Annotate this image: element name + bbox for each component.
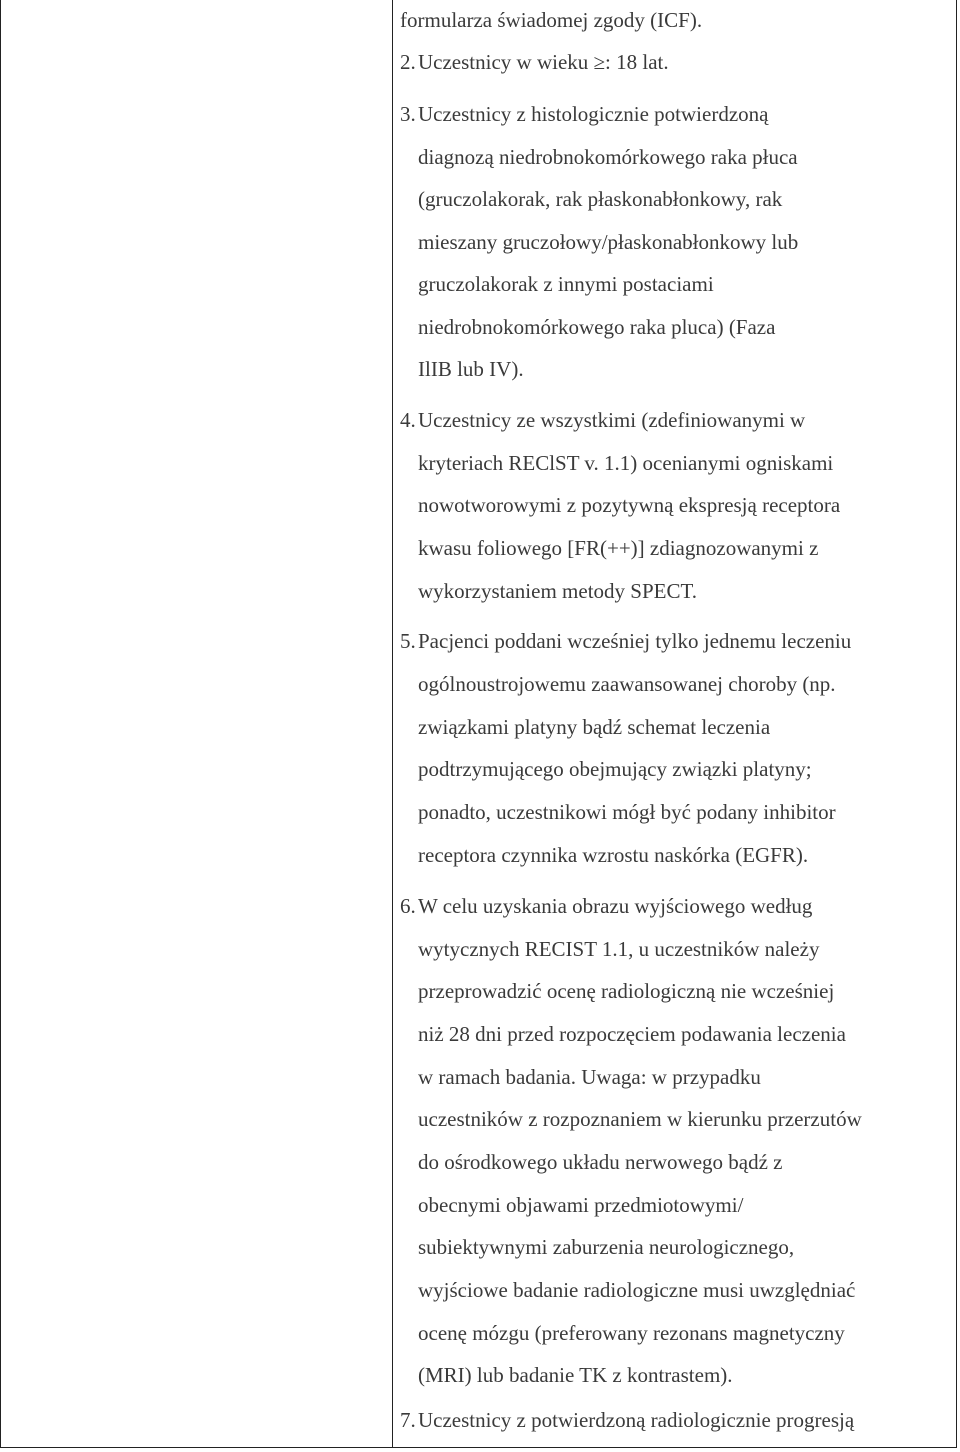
- item-number: 4.: [400, 408, 416, 432]
- item-line: gruczolakorak z innymi postaciami: [418, 272, 714, 296]
- item-line: związkami platyny bądź schemat leczenia: [418, 715, 771, 739]
- item-line: diagnozą niedrobnokomórkowego raka płuca: [418, 145, 798, 169]
- item-line: mieszany gruczołowy/płaskonabłonkowy lub: [418, 230, 799, 254]
- item-line: subiektywnymi zaburzenia neurologicznego,: [418, 1235, 795, 1259]
- item-line: ogólnoustrojowemu zaawansowanej choroby (np.: [418, 672, 836, 696]
- item-line: wykorzystaniem metody SPECT.: [418, 579, 697, 603]
- item-line: Pacjenci poddani wcześniej tylko jednemu leczeniu: [418, 629, 852, 653]
- item-line: przeprowadzić ocenę radiologiczną nie wcześniej: [418, 979, 835, 1003]
- item-number: 3.: [400, 102, 416, 126]
- item-line: Uczestnicy z potwierdzoną radiologicznie progresją: [418, 1408, 855, 1432]
- item-line: podtrzymującego obejmujący związki platyny;: [418, 757, 812, 781]
- item-line: (gruczolakorak, rak płaskonabłonkowy, rak: [418, 187, 783, 211]
- item-line: do ośrodkowego układu nerwowego bądź z: [418, 1150, 783, 1174]
- column-divider: [392, 0, 393, 1448]
- item-line: IlIB lub IV).: [418, 357, 524, 381]
- item-number: 5.: [400, 629, 416, 653]
- item-line: uczestników z rozpoznaniem w kierunku przerzutów: [418, 1107, 862, 1131]
- item-number: 7.: [400, 1408, 416, 1432]
- item-line: obecnymi objawami przedmiotowymi/: [418, 1193, 744, 1217]
- item-line: Uczestnicy w wieku ≥: 18 lat.: [418, 50, 669, 74]
- item-line: niż 28 dni przed rozpoczęciem podawania leczenia: [418, 1022, 846, 1046]
- item-line: wytycznych RECIST 1.1, u uczestników należy: [418, 937, 820, 961]
- item-line: Uczestnicy z histologicznie potwierdzoną: [418, 102, 769, 126]
- item-line: nowotworowymi z pozytywną ekspresją receptora: [418, 493, 841, 517]
- item-line: ocenę mózgu (preferowany rezonans magnetyczny: [418, 1321, 845, 1345]
- item-line: ponadto, uczestnikowi mógł być podany inhibitor: [418, 800, 836, 824]
- item-line: receptora czynnika wzrostu naskórka (EGFR).: [418, 843, 809, 867]
- item-line: (MRI) lub badanie TK z kontrastem).: [418, 1363, 733, 1387]
- continuation-line: formularza świadomej zgody (ICF).: [400, 8, 703, 32]
- item-line: W celu uzyskania obrazu wyjściowego według: [418, 894, 813, 918]
- item-line: w ramach badania. Uwaga: w przypadku: [418, 1065, 761, 1089]
- item-number: 2.: [400, 50, 416, 74]
- item-line: kryteriach REClST v. 1.1) ocenianymi ogniskami: [418, 451, 834, 475]
- item-line: wyjściowe badanie radiologiczne musi uwzględniać: [418, 1278, 856, 1302]
- item-number: 6.: [400, 894, 416, 918]
- item-line: Uczestnicy ze wszystkimi (zdefiniowanymi w: [418, 408, 806, 432]
- item-line: kwasu foliowego [FR(++)] zdiagnozowanymi z: [418, 536, 819, 560]
- item-line: niedrobnokomórkowego raka pluca) (Faza: [418, 315, 776, 339]
